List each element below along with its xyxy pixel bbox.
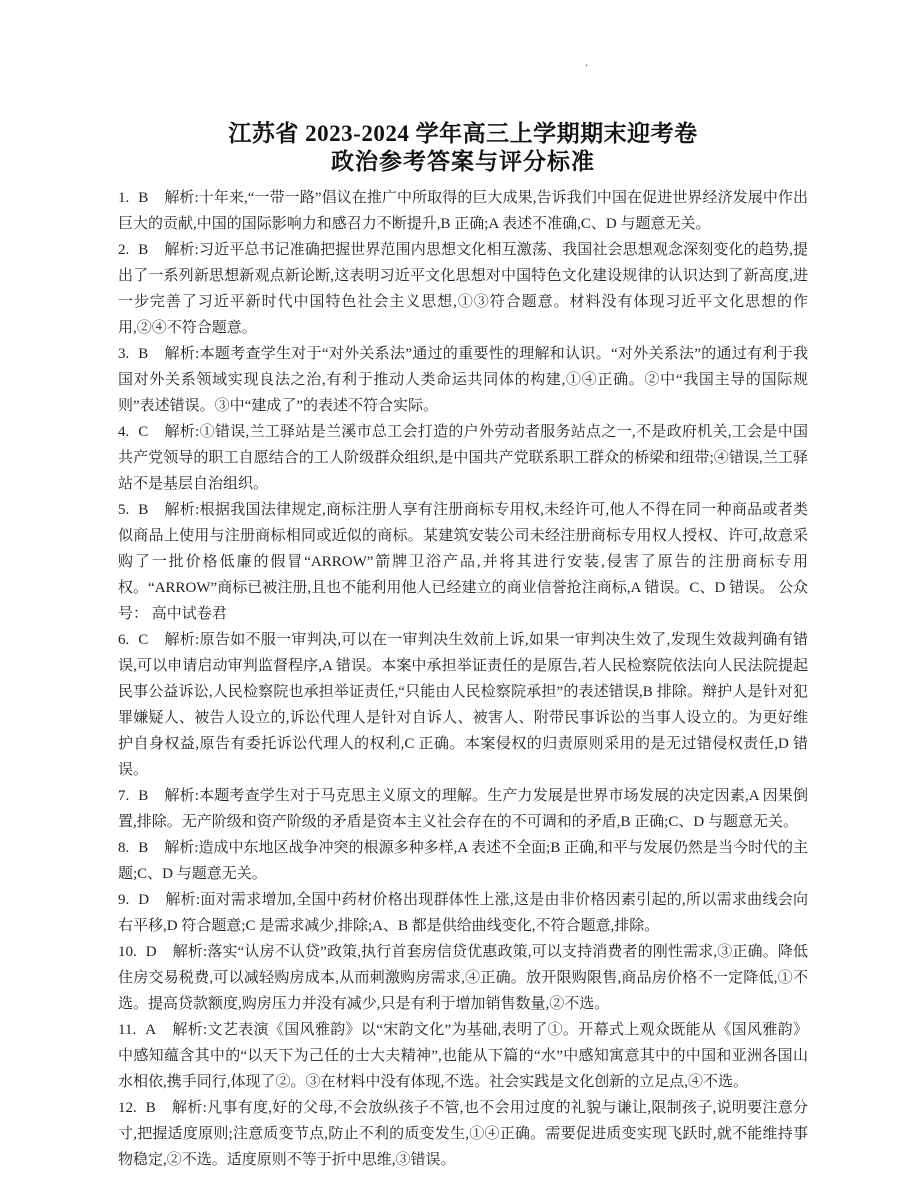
item-number: 5. — [118, 502, 130, 518]
item-answer: B — [138, 242, 149, 258]
document-title: 江苏省 2023-2024 学年高三上学期期末迎考卷 — [228, 121, 698, 146]
item-analysis: 解析:面对需求增加,全国中药材价格出现群体性上涨,这是由非价格因素引起的,所以需求曲线会向右平移,D 符合题意;C 是需求减少,排除;A、B 都是供给曲线变化,不符合题意,排除。 — [118, 892, 808, 934]
answer-item-7 — [118, 783, 808, 835]
item-answer: B — [138, 190, 149, 206]
item-analysis: 解析:本题考查学生对于“对外关系法”通过的重要性的理解和认识。“对外关系法”的通过有利于我国对外关系领域实现良法之治,有利于推动人类命运共同体的构建,①④正确。②中“我国主导的国际规则”表述错误。③中“建成了”的表述不符合实际。 — [118, 346, 808, 414]
document-subtitle: 政治参考答案与评分标准 — [331, 149, 595, 174]
item-number: 2. — [118, 242, 130, 258]
item-analysis: 解析:落实“认房不认贷”政策,执行首套房信贷优惠政策,可以支持消费者的刚性需求,③正确。降低住房交易税费,可以减轻购房成本,从而刺激购房需求,④正确。放开限购限售,商品房价格不一定降低,①不选。提高贷款额度,购房压力并没有减少,只是有利于增加销售数量,②不选。 — [118, 944, 808, 1012]
item-answer: D — [138, 892, 150, 908]
answer-item-10 — [118, 939, 808, 1017]
item-number: 4. — [118, 424, 130, 440]
item-number: 11. — [118, 1022, 137, 1038]
answer-item-8 — [118, 835, 808, 887]
item-number: 7. — [118, 788, 130, 804]
item-analysis: 解析:本题考查学生对于马克思主义原文的理解。生产力发展是世界市场发展的决定因素,A 因果倒置,排除。无产阶级和资产阶级的矛盾是资本主义社会存在的不可调和的矛盾,B 正确;C、D 与题意无关。 — [118, 788, 808, 830]
item-number: 1. — [118, 190, 130, 206]
answer-item-12 — [118, 1095, 808, 1173]
item-answer: B — [138, 502, 149, 518]
item-number: 9. — [118, 892, 130, 908]
item-analysis: 解析:①错误,兰工驿站是兰溪市总工会打造的户外劳动者服务站点之一,不是政府机关,工会是中国共产党领导的职工自愿结合的工人阶级群众组织,是中国共产党联系职工群众的桥梁和纽带;④错误,兰工驿站不是基层自治组织。 — [118, 424, 808, 492]
item-number: 12. — [118, 1100, 137, 1116]
page-top-dot: . — [585, 54, 589, 69]
document-page — [118, 120, 808, 1173]
item-analysis: 解析:造成中东地区战争冲突的根源多种多样,A 表述不全面;B 正确,和平与发展仍然是当今时代的主题;C、D 与题意无关。 — [118, 840, 808, 882]
item-analysis: 解析:习近平总书记准确把握世界范围内思想文化相互激荡、我国社会思想观念深刻变化的趋势,提出了一系列新思想新观点新论断,这表明习近平文化思想对中国特色文化建设规律的认识达到了新高度,进一步完善了习近平新时代中国特色社会主义思想,①③符合题意。材料没有体现习近平文化思想的作用,②④不符合题意。 — [118, 242, 808, 336]
answer-item-5 — [118, 497, 808, 627]
item-answer: A — [145, 1022, 157, 1038]
answer-item-6 — [118, 627, 808, 783]
item-answer: B — [145, 1100, 156, 1116]
item-number: 8. — [118, 840, 130, 856]
item-answer: D — [145, 944, 157, 960]
answer-item-9 — [118, 887, 808, 939]
item-analysis: 解析:凡事有度,好的父母,不会放纵孩子不管,也不会用过度的礼貌与谦让,限制孩子,说明要注意分寸,把握适度原则;注意质变节点,防止不利的质变发生,①④正确。需要促进质变实现飞跃时,就不能维持事物稳定,②不选。适度原则不等于折中思维,③错误。 — [118, 1100, 808, 1168]
item-answer: B — [138, 788, 149, 804]
item-analysis: 解析:原告如不服一审判决,可以在一审判决生效前上诉,如果一审判决生效了,发现生效裁判确有错误,可以申请启动审判监督程序,A 错误。本案中承担举证责任的是原告,若人民检察院依法向人民法院提起民事公益诉讼,人民检察院也承担举证责任,“只能由人民检察院承担”的表述错误,B 排除。辩护人是针对犯罪嫌疑人、被告人设立的,诉讼代理人是针对自诉人、被害人、附带民事诉讼的当事人设立的。为更好维护自身权益,原告有委托诉讼代理人的权利,C 正确。本案侵权的归责原则采用的是无过错侵权责任,D 错误。 — [118, 632, 808, 778]
answer-item-11 — [118, 1017, 808, 1095]
item-answer: B — [138, 840, 149, 856]
item-analysis: 解析:十年来,“一带一路”倡议在推广中所取得的巨大成果,告诉我们中国在促进世界经济发展中作出巨大的贡献,中国的国际影响力和感召力不断提升,B 正确;A 表述不准确,C、D 与题意无关。 — [118, 190, 808, 232]
answer-item-2 — [118, 237, 808, 341]
item-number: 3. — [118, 346, 130, 362]
item-number: 6. — [118, 632, 130, 648]
item-analysis: 解析:根据我国法律规定,商标注册人享有注册商标专用权,未经许可,他人不得在同一种商品或者类似商品上使用与注册商标相同或近似的商标。某建筑安装公司未经注册商标专用权人授权、许可,故意采购了一批价格低廉的假冒“ARROW”箭牌卫浴产品,并将其进行安装,侵害了原告的注册商标专用权。“ARROW”商标已被注册,且也不能利用他人已经建立的商业信誉抢注商标,A 错误。C、D 错误。 公众号： 高中试卷君 — [118, 502, 808, 622]
item-answer: C — [138, 632, 149, 648]
answer-list — [118, 185, 808, 1173]
item-number: 10. — [118, 944, 137, 960]
item-answer: B — [138, 346, 149, 362]
item-answer: C — [138, 424, 149, 440]
answer-item-3 — [118, 341, 808, 419]
item-analysis: 解析:文艺表演《国风雅韵》以“宋韵文化”为基础,表明了①。开幕式上观众既能从《国风雅韵》中感知蕴含其中的“以天下为己任的士大夫精神”,也能从下篇的“水”中感知寓意其中的中国和亚洲各国山水相依,携手同行,体现了②。③在材料中没有体现,不选。社会实践是文化创新的立足点,④不选。 — [118, 1022, 808, 1090]
answer-item-1 — [118, 185, 808, 237]
answer-item-4 — [118, 419, 808, 497]
